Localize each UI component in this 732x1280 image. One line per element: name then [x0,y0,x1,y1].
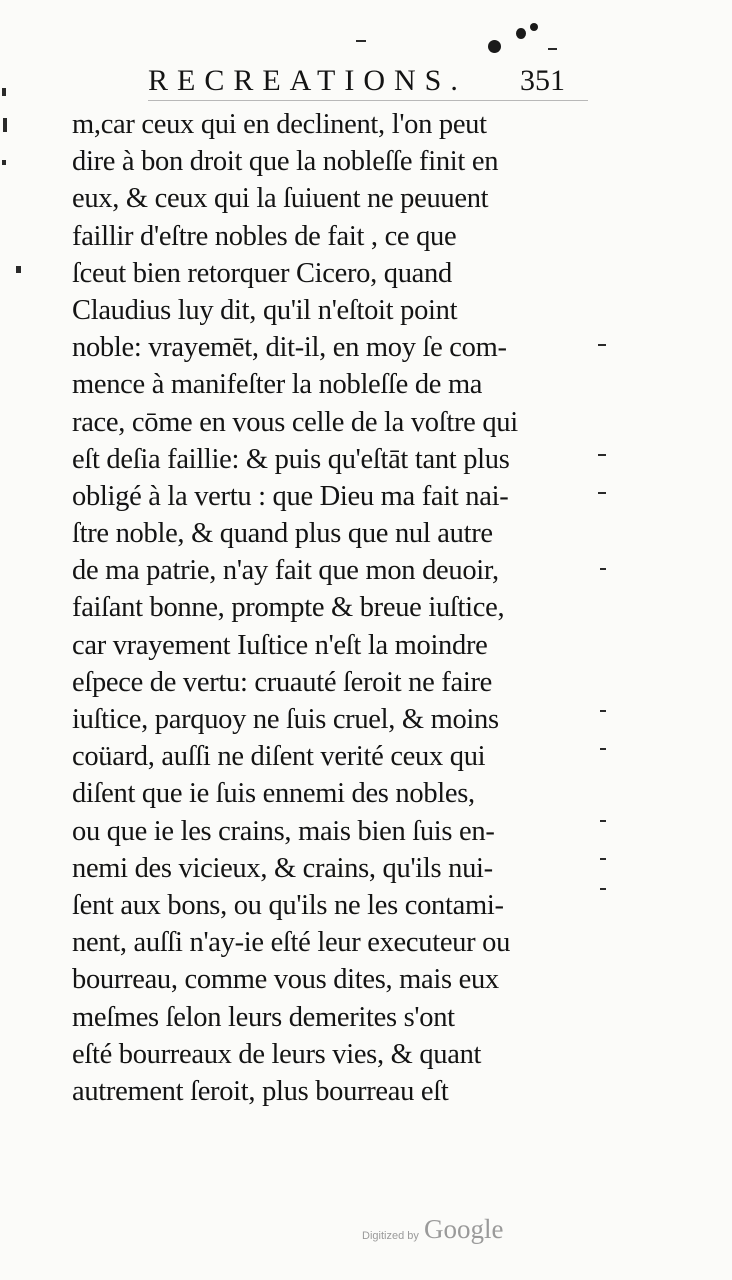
margin-mark [598,454,606,456]
text-line: ſtre noble, & quand plus que nul autre [72,518,493,550]
google-watermark [362,1214,532,1254]
margin-mark [600,710,606,712]
text-line: m,car ceux qui en declinent, l'on peut [72,109,487,140]
margin-mark [3,118,7,132]
margin-mark [598,492,606,494]
text-line: diſent que ie ſuis ennemi des nobles, [72,778,475,810]
ink-blot [530,23,538,31]
margin-mark [600,820,606,822]
page-header [148,60,600,104]
running-head: RECREATIONS. [148,64,467,97]
text-line: eſt deſia faillie: & puis qu'eſtāt tant plus [72,443,510,475]
text-line: obligé à la vertu : que Dieu ma fait nai- [72,480,509,512]
text-line: nent, auſſi n'ay-ie eſté leur executeur ou [72,927,511,959]
scan-mark [356,40,366,42]
text-line: race, cōme en vous celle de la voſtre qui [72,406,518,438]
scan-mark [548,48,557,50]
google-logo: Google [424,1214,504,1244]
text-line: nemi des vicieux, & crains, qu'ils nui- [72,852,493,884]
text-line: coüard, auſſi ne diſent verité ceux qui [72,741,486,773]
text-line: eux, & ceux qui la ſuiuent ne peuuent [72,183,489,215]
margin-mark [600,568,606,570]
text-line: dire à bon droit que la nobleſſe finit en [72,146,499,178]
ink-blot [516,28,526,39]
page-number: 351 [520,64,565,97]
margin-mark [16,266,21,273]
text-line: ſent aux bons, ou qu'ils ne les contami- [72,889,504,921]
text-line: iuſtice, parquoy ne ſuis cruel, & moins [72,704,499,735]
text-line: autrement ſeroit, plus bourreau eſt [72,1075,449,1107]
text-line: faillir d'eſtre nobles de fait , ce que [72,220,457,252]
margin-mark [2,88,6,96]
text-line: car vrayement Iuſtice n'eſt la moindre [72,629,488,661]
text-line: ou que ie les crains, mais bien ſuis en- [72,815,495,847]
text-line: de ma patrie, n'ay fait que mon deuoir, [72,555,499,587]
margin-mark [2,160,6,165]
margin-mark [600,748,606,750]
text-line: bourreau, comme vous dites, mais eux [72,964,499,996]
text-line: ſceut bien retorquer Cicero, quand [72,257,452,289]
margin-mark [600,858,606,860]
text-line: eſpece de vertu: cruauté ſeroit ne faire [72,666,492,698]
ink-blot [488,40,501,53]
text-line: noble: vrayemēt, dit-il, en moy ſe com- [72,332,507,364]
margin-mark [600,888,606,890]
text-line: faiſant bonne, prompte & breue iuſtice, [72,592,505,624]
digitized-by-label: Digitized by [362,1230,419,1242]
margin-mark [598,344,606,346]
header-rule [148,100,588,101]
text-line: mence à manifeſter la nobleſſe de ma [72,369,483,401]
text-line: Claudius luy dit, qu'il n'eſtoit point [72,294,458,326]
body-text [72,106,600,1110]
text-line: eſté bourreaux de leurs vies, & quant [72,1038,482,1070]
text-line: meſmes ſelon leurs demerites s'ont [72,1001,455,1033]
